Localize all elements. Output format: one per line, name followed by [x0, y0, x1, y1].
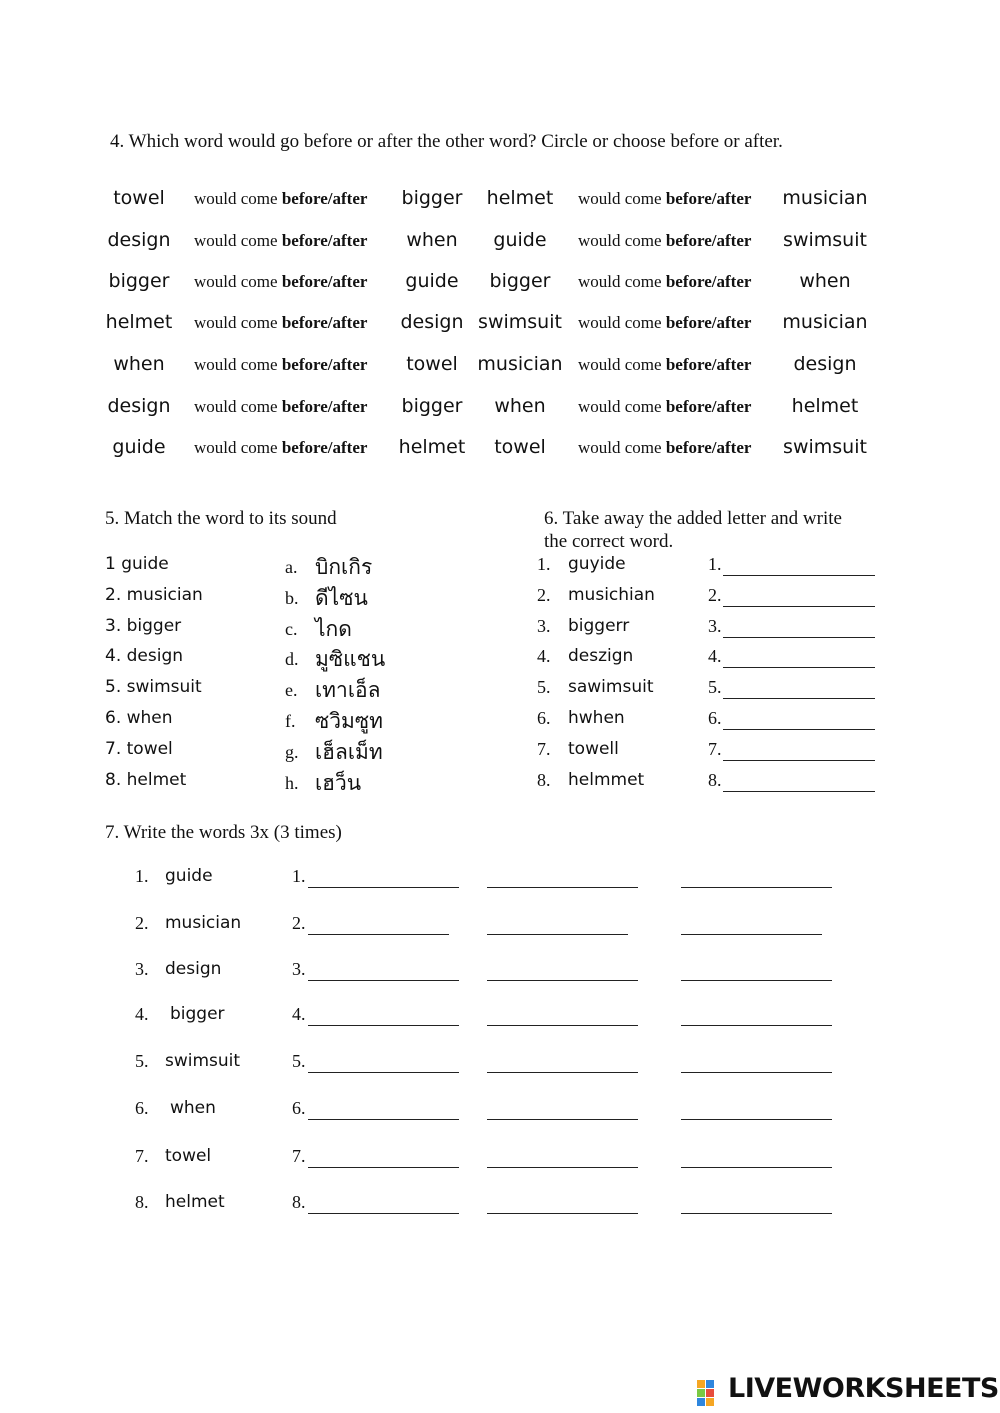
answer-number: 8.	[292, 1192, 306, 1212]
word-left: guide	[493, 229, 547, 251]
answer-number: 8.	[708, 770, 722, 790]
choice-phrase[interactable]: would come before/after	[578, 272, 752, 291]
practice-word: towel	[165, 1146, 212, 1166]
item-number: 5.	[135, 1051, 149, 1071]
item-number: 4.	[537, 646, 551, 666]
match-letter: d.	[285, 649, 299, 669]
misspelled-word: helmmet	[568, 770, 645, 790]
word-left: guide	[112, 436, 166, 458]
before-after-choice[interactable]: before/after	[665, 397, 752, 416]
section7-title: 7. Write the words 3x (3 times)	[105, 822, 342, 843]
word-right: helmet	[791, 395, 859, 417]
item-number: 6.	[537, 708, 551, 728]
practice-word: bigger	[170, 1004, 225, 1024]
choice-phrase[interactable]: would come before/after	[194, 313, 368, 332]
before-after-choice[interactable]: before/after	[281, 397, 368, 416]
choice-phrase[interactable]: would come before/after	[194, 189, 368, 208]
match-word: 8. helmet	[105, 770, 187, 790]
answer-line[interactable]	[681, 1072, 832, 1073]
choice-phrase[interactable]: would come before/after	[194, 355, 368, 374]
answer-number: 4.	[292, 1004, 306, 1024]
choice-phrase[interactable]: would come before/after	[578, 313, 752, 332]
section6-title-line1: 6. Take away the added letter and write	[544, 508, 842, 529]
word-left: helmet	[486, 187, 554, 209]
match-word: 5. swimsuit	[105, 677, 202, 697]
match-letter: e.	[285, 680, 298, 700]
answer-line[interactable]	[723, 575, 875, 576]
match-letter: h.	[285, 773, 299, 793]
thai-sound[interactable]: ไกด	[315, 617, 352, 641]
misspelled-word: biggerr	[568, 616, 630, 636]
brand-name: LIVEWORKSHEETS	[728, 1373, 999, 1404]
answer-line[interactable]	[308, 980, 459, 981]
word-right: design	[400, 311, 464, 333]
word-right: swimsuit	[783, 229, 867, 251]
answer-line[interactable]	[723, 698, 875, 699]
before-after-choice[interactable]: before/after	[665, 189, 752, 208]
answer-number: 5.	[708, 677, 722, 697]
match-word: 7. towel	[105, 739, 173, 759]
answer-number: 1.	[292, 866, 306, 886]
match-word: 6. when	[105, 708, 173, 728]
item-number: 8.	[537, 770, 551, 790]
section5-title: 5. Match the word to its sound	[105, 508, 337, 529]
item-number: 6.	[135, 1098, 149, 1118]
answer-line[interactable]	[723, 606, 875, 607]
choice-phrase[interactable]: would come before/after	[578, 397, 752, 416]
answer-line[interactable]	[308, 887, 459, 888]
before-after-choice[interactable]: before/after	[281, 438, 368, 457]
item-number: 7.	[135, 1146, 149, 1166]
answer-line[interactable]	[723, 637, 875, 638]
word-left: musician	[477, 353, 563, 375]
word-right: swimsuit	[783, 436, 867, 458]
answer-line[interactable]	[681, 1119, 832, 1120]
answer-line[interactable]	[723, 791, 875, 792]
answer-line[interactable]	[487, 1167, 638, 1168]
answer-line[interactable]	[681, 1213, 832, 1214]
section6-title-line2: the correct word.	[544, 531, 674, 552]
before-after-choice[interactable]: before/after	[281, 355, 368, 374]
answer-line[interactable]	[723, 760, 875, 761]
item-number: 2.	[537, 585, 551, 605]
thai-sound[interactable]: เฮว็น	[315, 771, 362, 795]
answer-line[interactable]	[308, 1072, 459, 1073]
item-number: 1.	[537, 554, 551, 574]
word-right: design	[793, 353, 857, 375]
item-number: 3.	[537, 616, 551, 636]
answer-line[interactable]	[487, 1025, 638, 1026]
section4-title: 4. Which word would go before or after the other word? Circle or choose before or after.	[110, 131, 783, 152]
answer-line[interactable]	[487, 1072, 638, 1073]
answer-line[interactable]	[487, 1213, 638, 1214]
word-left: when	[113, 353, 165, 375]
answer-number: 1.	[708, 554, 722, 574]
misspelled-word: guyide	[568, 554, 626, 574]
word-right: musician	[782, 187, 868, 209]
before-after-choice[interactable]: before/after	[281, 189, 368, 208]
before-after-choice[interactable]: before/after	[281, 272, 368, 291]
word-left: helmet	[105, 311, 173, 333]
thai-sound[interactable]: เทาเอ็ล	[315, 678, 381, 702]
thai-sound[interactable]: มูซิแชน	[315, 647, 386, 671]
choice-phrase[interactable]: would come before/after	[194, 231, 368, 250]
word-right: helmet	[398, 436, 466, 458]
before-after-choice[interactable]: before/after	[665, 313, 752, 332]
answer-line[interactable]	[487, 887, 638, 888]
word-left: towel	[113, 187, 165, 209]
word-left: towel	[494, 436, 546, 458]
choice-phrase[interactable]: would come before/after	[578, 438, 752, 457]
word-left: bigger	[108, 270, 170, 292]
choice-phrase[interactable]: would come before/after	[578, 355, 752, 374]
word-left: swimsuit	[478, 311, 562, 333]
thai-sound[interactable]: ดีไซน	[315, 586, 368, 610]
liveworksheets-logo-icon	[697, 1378, 725, 1408]
practice-word: swimsuit	[165, 1051, 241, 1071]
item-number: 2.	[135, 913, 149, 933]
misspelled-word: deszign	[568, 646, 634, 666]
misspelled-word: sawimsuit	[568, 677, 654, 697]
word-right: towel	[406, 353, 458, 375]
answer-line[interactable]	[487, 1119, 638, 1120]
answer-line[interactable]	[308, 1213, 459, 1214]
answer-line[interactable]	[308, 1025, 459, 1026]
item-number: 1.	[135, 866, 149, 886]
match-letter: b.	[285, 588, 299, 608]
choice-phrase[interactable]: would come before/after	[194, 438, 368, 457]
item-number: 7.	[537, 739, 551, 759]
answer-line[interactable]	[681, 1025, 832, 1026]
before-after-choice[interactable]: before/after	[665, 231, 752, 250]
answer-number: 4.	[708, 646, 722, 666]
answer-line[interactable]	[681, 980, 832, 981]
answer-number: 2.	[292, 913, 306, 933]
answer-number: 7.	[708, 739, 722, 759]
practice-word: helmet	[165, 1192, 225, 1212]
item-number: 5.	[537, 677, 551, 697]
misspelled-word: towell	[568, 739, 619, 759]
match-word: 3. bigger	[105, 616, 182, 636]
word-right: musician	[782, 311, 868, 333]
match-word: 1 guide	[105, 554, 169, 574]
before-after-choice[interactable]: before/after	[281, 231, 368, 250]
match-letter: c.	[285, 619, 298, 639]
match-letter: g.	[285, 742, 299, 762]
practice-word: musician	[165, 913, 242, 933]
thai-sound[interactable]: บิกเกิร	[315, 555, 373, 579]
answer-line[interactable]	[681, 1167, 832, 1168]
word-right: bigger	[401, 187, 463, 209]
answer-line[interactable]	[723, 667, 875, 668]
answer-number: 3.	[292, 959, 306, 979]
answer-line[interactable]	[308, 934, 449, 935]
practice-word: when	[170, 1098, 216, 1118]
item-number: 3.	[135, 959, 149, 979]
practice-word: guide	[165, 866, 213, 886]
misspelled-word: musichian	[568, 585, 655, 605]
answer-number: 7.	[292, 1146, 306, 1166]
word-right: when	[406, 229, 458, 251]
word-right: when	[799, 270, 851, 292]
choice-phrase[interactable]: would come before/after	[578, 189, 752, 208]
answer-line[interactable]	[487, 934, 628, 935]
before-after-choice[interactable]: before/after	[665, 272, 752, 291]
before-after-choice[interactable]: before/after	[665, 438, 752, 457]
thai-sound[interactable]: ซวิมซูท	[315, 709, 383, 733]
answer-line[interactable]	[487, 980, 638, 981]
practice-word: design	[165, 959, 222, 979]
answer-line[interactable]	[681, 934, 822, 935]
match-letter: a.	[285, 557, 298, 577]
word-right: bigger	[401, 395, 463, 417]
item-number: 4.	[135, 1004, 149, 1024]
thai-sound[interactable]: เฮ็ลเม็ท	[315, 740, 383, 764]
before-after-choice[interactable]: before/after	[665, 355, 752, 374]
answer-line[interactable]	[723, 729, 875, 730]
answer-number: 6.	[292, 1098, 306, 1118]
before-after-choice[interactable]: before/after	[281, 313, 368, 332]
item-number: 8.	[135, 1192, 149, 1212]
choice-phrase[interactable]: would come before/after	[194, 272, 368, 291]
answer-number: 2.	[708, 585, 722, 605]
match-word: 2. musician	[105, 585, 203, 605]
word-left: design	[107, 229, 171, 251]
word-left: bigger	[489, 270, 551, 292]
choice-phrase[interactable]: would come before/after	[578, 231, 752, 250]
word-left: design	[107, 395, 171, 417]
answer-number: 3.	[708, 616, 722, 636]
answer-line[interactable]	[308, 1167, 459, 1168]
answer-number: 6.	[708, 708, 722, 728]
misspelled-word: hwhen	[568, 708, 625, 728]
answer-line[interactable]	[308, 1119, 459, 1120]
match-letter: f.	[285, 711, 296, 731]
choice-phrase[interactable]: would come before/after	[194, 397, 368, 416]
word-left: when	[494, 395, 546, 417]
answer-line[interactable]	[681, 887, 832, 888]
word-right: guide	[405, 270, 459, 292]
match-word: 4. design	[105, 646, 184, 666]
answer-number: 5.	[292, 1051, 306, 1071]
